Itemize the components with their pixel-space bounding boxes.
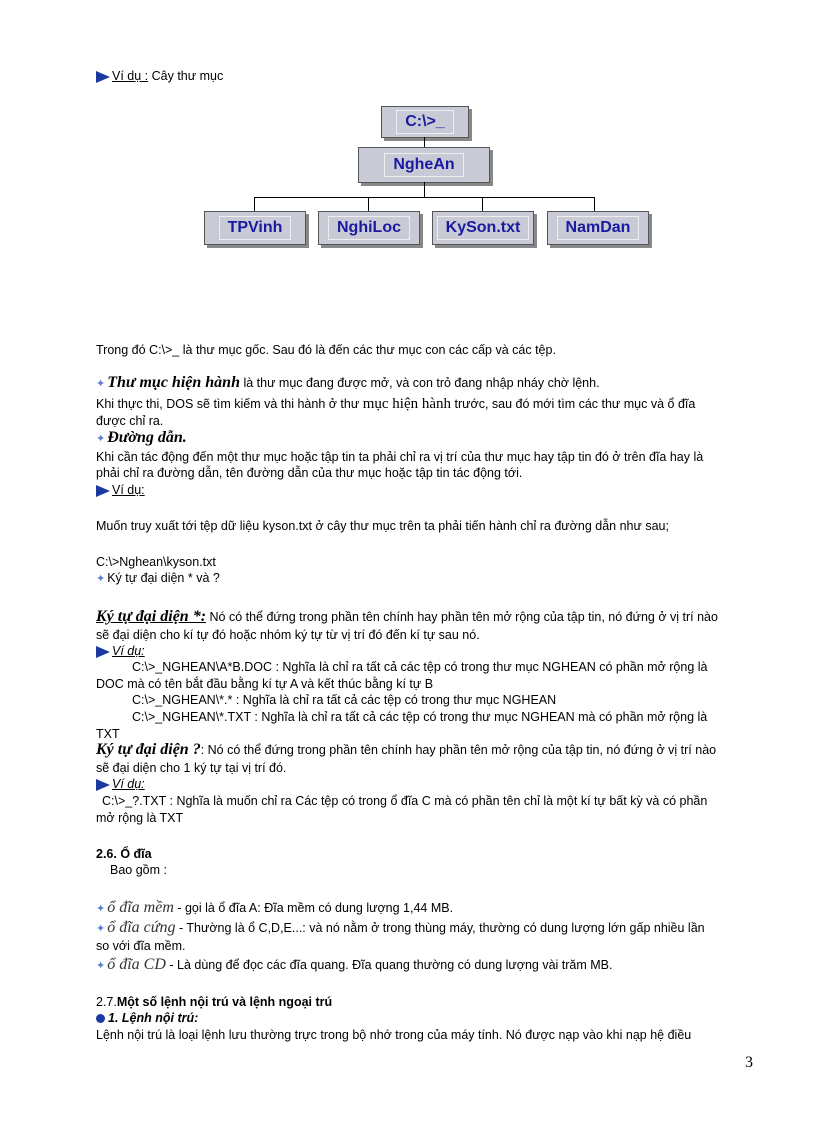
paragraph: C:\>_NGHEAN\*.* : Nghĩa là chỉ ra tất cả các tệp có trong thư mục NGHEAN <box>132 693 557 707</box>
current-dir-line <box>96 375 600 392</box>
paragraph <box>96 396 695 412</box>
example-line <box>96 68 223 84</box>
example-text: Cây thư mục <box>148 69 224 83</box>
floppy-text: - gọi là ổ đĩa A: Đĩa mềm có dung lượng 1,44 MB. <box>173 901 454 915</box>
text-span: trước, sau đó mới tìm các thư mục và ổ đĩa <box>451 397 696 411</box>
tree-connector <box>594 197 595 211</box>
example-line <box>96 776 145 792</box>
floppy-title: ổ đĩa mềm <box>107 899 174 916</box>
diamond-bullet-icon: ✦ <box>96 923 106 935</box>
paragraph: so với đĩa mềm. <box>96 939 186 953</box>
paragraph: Khi cần tác động đến một thư mục hoặc tập tin ta phải chỉ ra vị trí của thư mục hay tập tin đó ở trên đĩa hay là <box>96 450 704 464</box>
section-title: Một số lệnh nội trú và lệnh ngoại trú <box>116 995 333 1009</box>
question-title: Ký tự đại diện ? <box>96 741 201 758</box>
tree-child-node: NghiLoc <box>318 211 420 245</box>
paragraph: mở rộng là TXT <box>96 811 184 825</box>
question-text: : Nó có thể đứng trong phần tên chính hay phần tên mở rộng của tập tin, nó đứng ở vị trí nào <box>200 743 717 757</box>
round-bullet-icon <box>96 1014 105 1023</box>
paragraph: DOC mà có tên bắt đầu bằng kí tự A và kết thúc bằng kí tự B <box>96 677 434 691</box>
path-heading <box>96 430 187 447</box>
current-dir-text: là thư mục đang được mở, và con trỏ đang nhập nháy chờ lệnh. <box>239 376 600 390</box>
example-label: Ví dụ : <box>112 69 149 83</box>
tree-root-node: C:\>_ <box>381 106 469 138</box>
tree-connector <box>254 197 594 198</box>
tree-child-node: NamDan <box>547 211 649 245</box>
cd-text: - Là dùng để đọc các đĩa quang. Đĩa quang thường có dung lượng vài trăm MB. <box>165 958 613 972</box>
paragraph: C:\>_?.TXT : Nghĩa là muốn chỉ ra Các tệp có trong ổ đĩa C mà có phần tên chỉ là một kí tự bất kỳ và có phần <box>102 794 708 808</box>
tree-connector <box>368 197 369 211</box>
paragraph: TXT <box>96 727 120 741</box>
page-number: 3 <box>745 1054 753 1071</box>
tree-connector <box>424 137 425 147</box>
paragraph: Muốn truy xuất tới tệp dữ liệu kyson.txt ở cây thư mục trên ta phải tiến hành chỉ ra đường dẫn như sau; <box>96 519 669 533</box>
paragraph: C:\>_NGHEAN\*.TXT : Nghĩa là chỉ ra tất cả các tệp có trong thư mục NGHEAN mà có phần mở rộng là <box>132 710 708 724</box>
diamond-bullet-icon: ✦ <box>96 573 106 585</box>
section-number: 2.7. <box>96 995 117 1009</box>
diamond-bullet-icon: ✦ <box>96 903 106 915</box>
arrow-bullet-icon <box>96 485 110 497</box>
hdd-text: - Thường là ổ C,D,E...: và nó nằm ở trong thùng máy, thường có dung lượng lớn gấp nhiều lần <box>175 921 705 935</box>
paragraph: Trong đó C:\>_ là thư mục gốc. Sau đó là đến các thư mục con các cấp và các tệp. <box>96 343 556 357</box>
hdd-title: ổ đĩa cứng <box>107 919 176 936</box>
example-label: Ví dụ: <box>112 483 145 497</box>
current-dir-title: Thư mục hiện hành <box>107 374 240 391</box>
arrow-bullet-icon <box>96 779 110 791</box>
tree-connector <box>482 197 483 211</box>
example-label: Ví dụ: <box>112 777 145 791</box>
floppy-line <box>96 900 453 917</box>
section-heading: 2.6. Ổ đĩa <box>96 847 152 861</box>
paragraph: sẽ đại diện cho 1 ký tự tại vị trí đó. <box>96 761 287 775</box>
wildcard-heading <box>96 570 220 587</box>
section-heading <box>96 994 332 1010</box>
diamond-bullet-icon: ✦ <box>96 378 106 390</box>
emphasis-text: mục hiện hành <box>362 396 452 412</box>
tree-level1-node: NgheAn <box>358 147 490 183</box>
star-line <box>96 609 718 625</box>
subsection-heading <box>96 1010 198 1026</box>
paragraph: được chỉ ra. <box>96 414 164 428</box>
hdd-line <box>96 920 705 937</box>
star-title: Ký tự đại diện *: <box>96 608 207 625</box>
tree-connector <box>424 182 425 197</box>
paragraph: sẽ đại diện cho kí tự đó hoặc nhóm ký tự từ vị trí đó đến kí tự sau nó. <box>96 628 480 642</box>
path-title: Đường dẫn. <box>107 429 187 446</box>
paragraph: C:\>Nghean\kyson.txt <box>96 555 216 569</box>
diamond-bullet-icon: ✦ <box>96 433 106 445</box>
tree-connector <box>254 197 255 211</box>
star-text: Nó có thể đứng trong phần tên chính hay phần tên mở rộng của tập tin, nó đứng ở vị trí nào <box>206 610 718 624</box>
text-span: Khi thực thi, DOS sẽ tìm kiếm và thi hành ở thư <box>96 397 363 411</box>
paragraph: phải chỉ ra đường dẫn, tên đường dẫn của thư mục hoặc tập tin tác động tới. <box>96 466 523 480</box>
question-line <box>96 742 716 758</box>
example-line <box>96 482 145 498</box>
cd-line <box>96 957 613 974</box>
example-label: Ví dụ: <box>112 644 145 658</box>
arrow-bullet-icon <box>96 646 110 658</box>
paragraph: Lệnh nội trú là loại lệnh lưu thường trực trong bộ nhớ trong của máy tính. Nó được nạp vào khi nạp hệ điều <box>96 1028 692 1042</box>
wildcard-text: Ký tự đại diện * và ? <box>107 571 220 585</box>
tree-child-node: KySon.txt <box>432 211 534 245</box>
paragraph: Bao gồm : <box>110 863 167 877</box>
arrow-bullet-icon <box>96 71 110 83</box>
diamond-bullet-icon: ✦ <box>96 960 106 972</box>
tree-child-node: TPVinh <box>204 211 306 245</box>
paragraph: C:\>_NGHEAN\A*B.DOC : Nghĩa là chỉ ra tất cả các tệp có trong thư mục NGHEAN có phần mở rộng là <box>132 660 708 674</box>
example-line <box>96 643 145 659</box>
subsection-title: 1. Lệnh nội trú: <box>108 1011 199 1025</box>
cd-title: ổ đĩa CD <box>107 956 166 973</box>
